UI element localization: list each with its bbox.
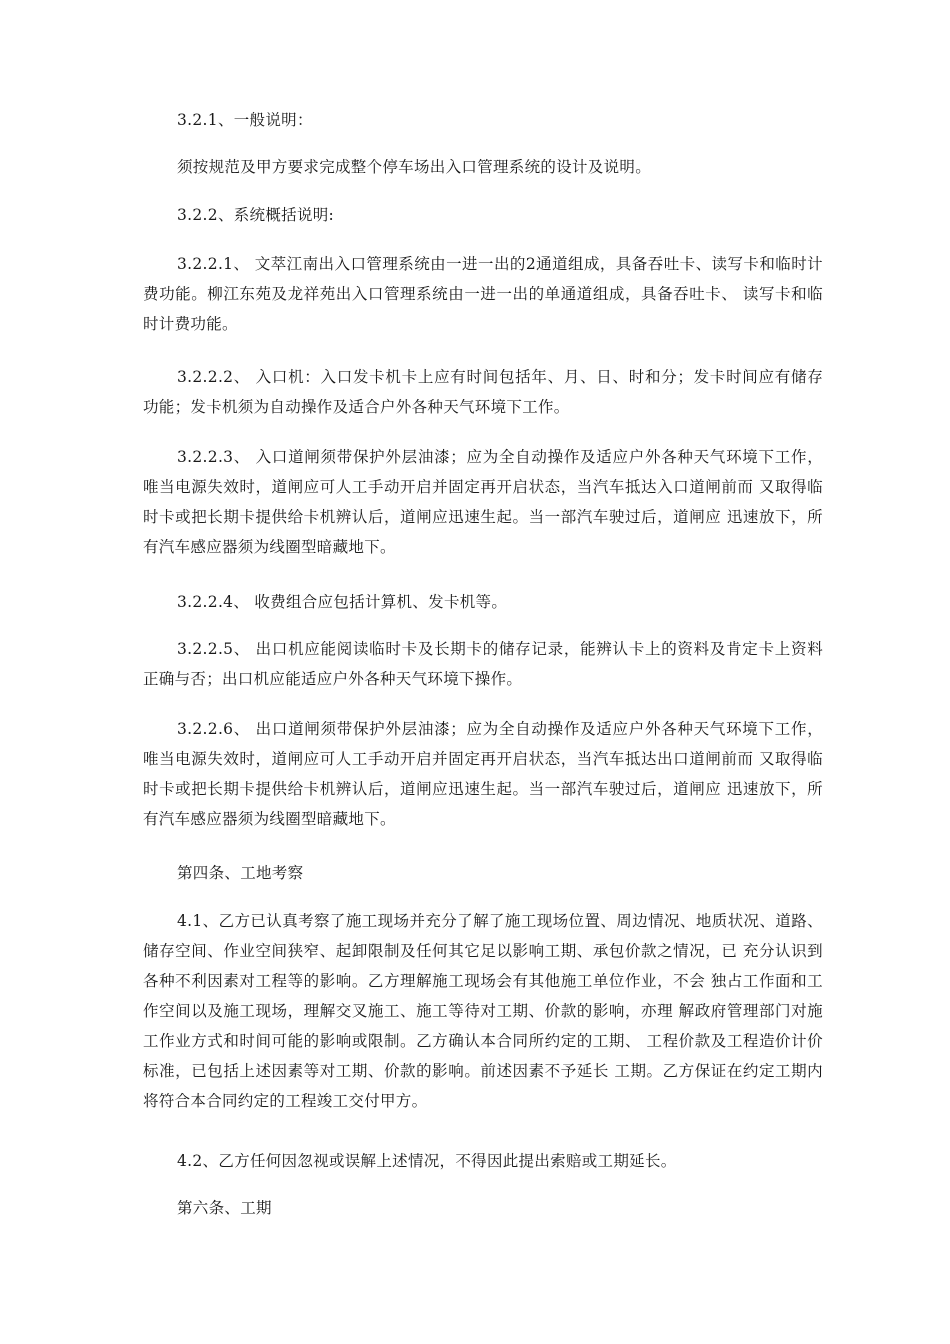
- heading-article-4: 第四条、工地考察: [177, 864, 304, 882]
- paragraph-3-2-2-6: 3.2.2.6、 出口道闸须带保护外层油漆；应为全自动操作及适应户外各种天气环境下工作，唯当电源失效时，道闸应可人工手动开启并固定再开启状态，当汽车抵达出口道闸前而 又取得临时卡或把长期卡提供给卡机辨认后，道闸应迅速生起。当一部汽车驶过后，道闸应 迅速放下，所有汽车感应器须为线圈型暗藏地下。: [143, 720, 823, 828]
- paragraph-3-2-2: 3.2.2、系统概括说明:: [177, 206, 335, 224]
- paragraph-3-2-1: 3.2.1、一般说明：: [177, 111, 313, 129]
- heading-article-6: 第六条、工期: [177, 1199, 272, 1217]
- paragraph-3-2-2-2: 3.2.2.2、 入口机：入口发卡机卡上应有时间包括年、月、日、时和分；发卡时间应有储存功能；发卡机须为自动操作及适合户外各种天气环境下工作。: [143, 368, 823, 416]
- paragraph-3-2-2-3: 3.2.2.3、 入口道闸须带保护外层油漆；应为全自动操作及适应户外各种天气环境下工作，唯当电源失效时，道闸应可人工手动开启并固定再开启状态，当汽车抵达入口道闸前而 又取得临时卡或把长期卡提供给卡机辨认后，道闸应迅速生起。当一部汽车驶过后，道闸应 迅速放下，所有汽车感应器须为线圈型暗藏地下。: [143, 448, 823, 556]
- paragraph-3-2-2-1: 3.2.2.1、 文萃江南出入口管理系统由一进一出的2通道组成，具备吞吐卡、读写卡和临时计费功能。柳江东苑及龙祥苑出入口管理系统由一进一出的单通道组成，具备吞吐卡、 读写卡和临时计费功能。: [143, 255, 823, 333]
- paragraph-4-1: 4.1、乙方已认真考察了施工现场并充分了解了施工现场位置、周边情况、地质状况、道路、储存空间、作业空间狭窄、起卸限制及任何其它足以影响工期、承包价款之情况，已 充分认识到各种不利因素对工程等的影响。乙方理解施工现场会有其他施工单位作业，不会 独占工作面和工作空间以及施工现场，理解交叉施工、施工等待对工期、价款的影响，亦理 解政府管理部门对施工作业方式和时间可能的影响或限制。乙方确认本合同所约定的工期、 工程价款及工程造价计价标准，已包括上述因素等对工期、价款的影响。前述因素不予延长 工期。乙方保证在约定工期内将符合本合同约定的工程竣工交付甲方。: [143, 912, 823, 1110]
- paragraph-4-2: 4.2、乙方任何因忽视或误解上述情况，不得因此提出索赔或工期延长。: [177, 1152, 677, 1170]
- paragraph-general-description: 须按规范及甲方要求完成整个停车场出入口管理系统的设计及说明。: [177, 158, 652, 176]
- paragraph-3-2-2-4: 3.2.2.4、 收费组合应包括计算机、发卡机等。: [177, 593, 508, 611]
- paragraph-3-2-2-5: 3.2.2.5、 出口机应能阅读临时卡及长期卡的储存记录，能辨认卡上的资料及肯定卡上资料正确与否；出口机应能适应户外各种天气环境下操作。: [143, 640, 823, 688]
